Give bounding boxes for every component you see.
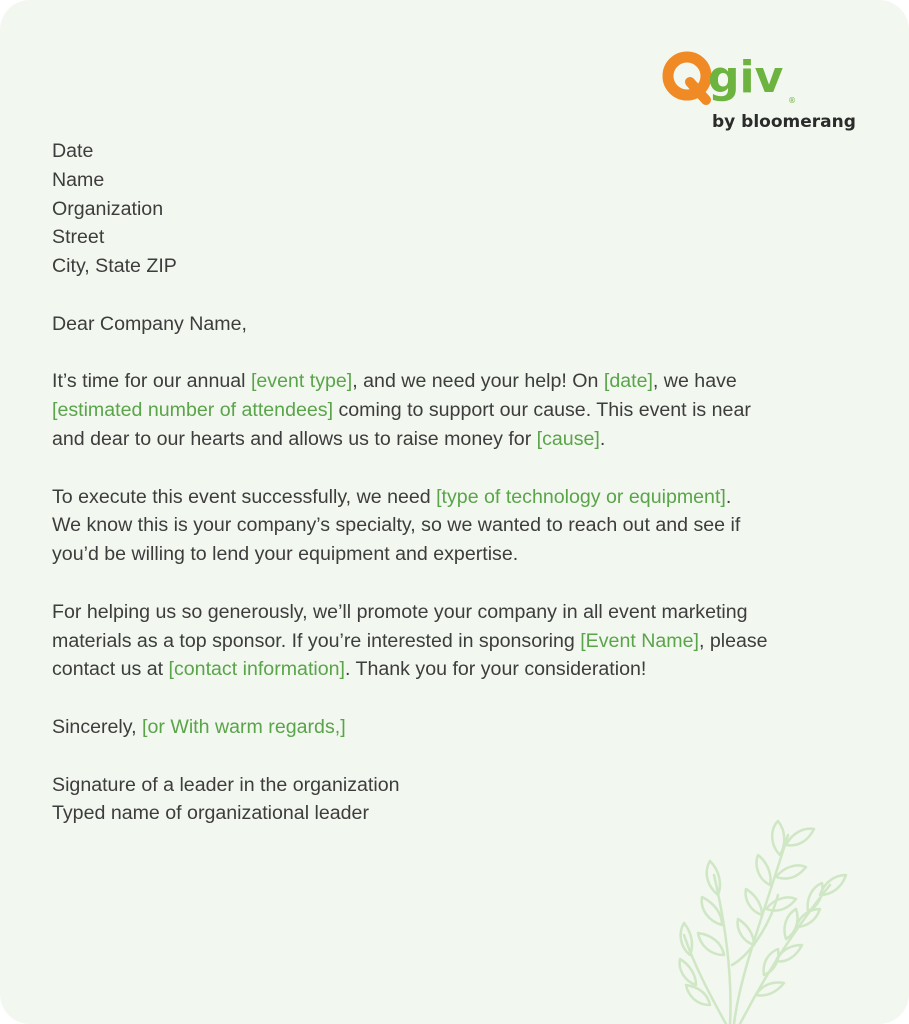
paragraph-line xyxy=(52,483,852,512)
text-run: , we have xyxy=(652,370,737,393)
qgiv-logo-graphic xyxy=(660,48,865,134)
placeholder-cause: [cause] xyxy=(536,427,600,450)
placeholder-event-name: [Event Name] xyxy=(580,629,699,652)
address-city-state-zip: City, State ZIP xyxy=(52,255,177,278)
text-run: . xyxy=(725,485,732,508)
placeholder-contact-information: [contact information] xyxy=(168,658,345,681)
text-run: contact us at xyxy=(52,658,169,681)
closing-text: Sincerely, xyxy=(52,715,143,738)
paragraph-line: We know this is your company’s specialty, so we wanted to reach out and see if xyxy=(52,514,741,537)
paragraph-line: For helping us so generously, we’ll promote your company in all event marketing xyxy=(52,600,748,623)
paragraph-line xyxy=(52,367,852,396)
logo-giv-text: giv xyxy=(708,52,784,103)
paragraph-sponsorship xyxy=(52,598,852,684)
paragraph-line: you’d be willing to lend your equipment and expertise. xyxy=(52,543,519,566)
placeholder-attendees: [estimated number of attendees] xyxy=(52,399,334,422)
text-run: and dear to our hearts and allows us to raise money for xyxy=(52,427,537,450)
logo-registered-mark: ® xyxy=(788,96,796,105)
typed-name-line: Typed name of organizational leader xyxy=(52,802,369,825)
closing-line xyxy=(52,713,852,742)
leaf-icon xyxy=(670,815,860,1024)
paragraph-equipment-request xyxy=(52,483,852,569)
paragraph-line xyxy=(52,396,852,425)
address-name: Name xyxy=(52,168,105,191)
text-run: It’s time for our annual xyxy=(52,370,251,393)
text-run: coming to support our cause. This event is near xyxy=(333,399,751,422)
paragraph-line xyxy=(52,425,852,454)
placeholder-date: [date] xyxy=(603,370,653,393)
letter-body xyxy=(52,137,852,857)
text-run: . xyxy=(599,427,606,450)
closing xyxy=(52,713,852,742)
placeholder-technology: [type of technology or equipment] xyxy=(436,485,726,508)
paragraph-event-intro xyxy=(52,367,852,453)
address-date: Date xyxy=(52,140,94,162)
paragraph-line xyxy=(52,627,852,656)
logo-tagline: by bloomerang xyxy=(712,112,856,132)
signature-line: Signature of a leader in the organization xyxy=(52,773,400,796)
salutation xyxy=(52,310,852,339)
address-block xyxy=(52,137,852,281)
salutation-text: Dear Company Name, xyxy=(52,312,247,335)
plant-decoration xyxy=(670,815,860,1024)
address-street: Street xyxy=(52,226,105,249)
placeholder-closing: [or With warm regards,] xyxy=(142,715,346,738)
text-run: To execute this event successfully, we need xyxy=(52,485,437,508)
qgiv-logo xyxy=(660,48,865,134)
text-run: , and we need your help! On xyxy=(352,370,604,393)
text-run: , please xyxy=(698,629,768,652)
text-run: . Thank you for your consideration! xyxy=(344,658,647,681)
paragraph-line xyxy=(52,655,852,684)
address-organization: Organization xyxy=(52,197,164,220)
placeholder-event-type: [event type] xyxy=(250,370,353,393)
text-run: materials as a top sponsor. If you’re interested in sponsoring xyxy=(52,629,581,652)
